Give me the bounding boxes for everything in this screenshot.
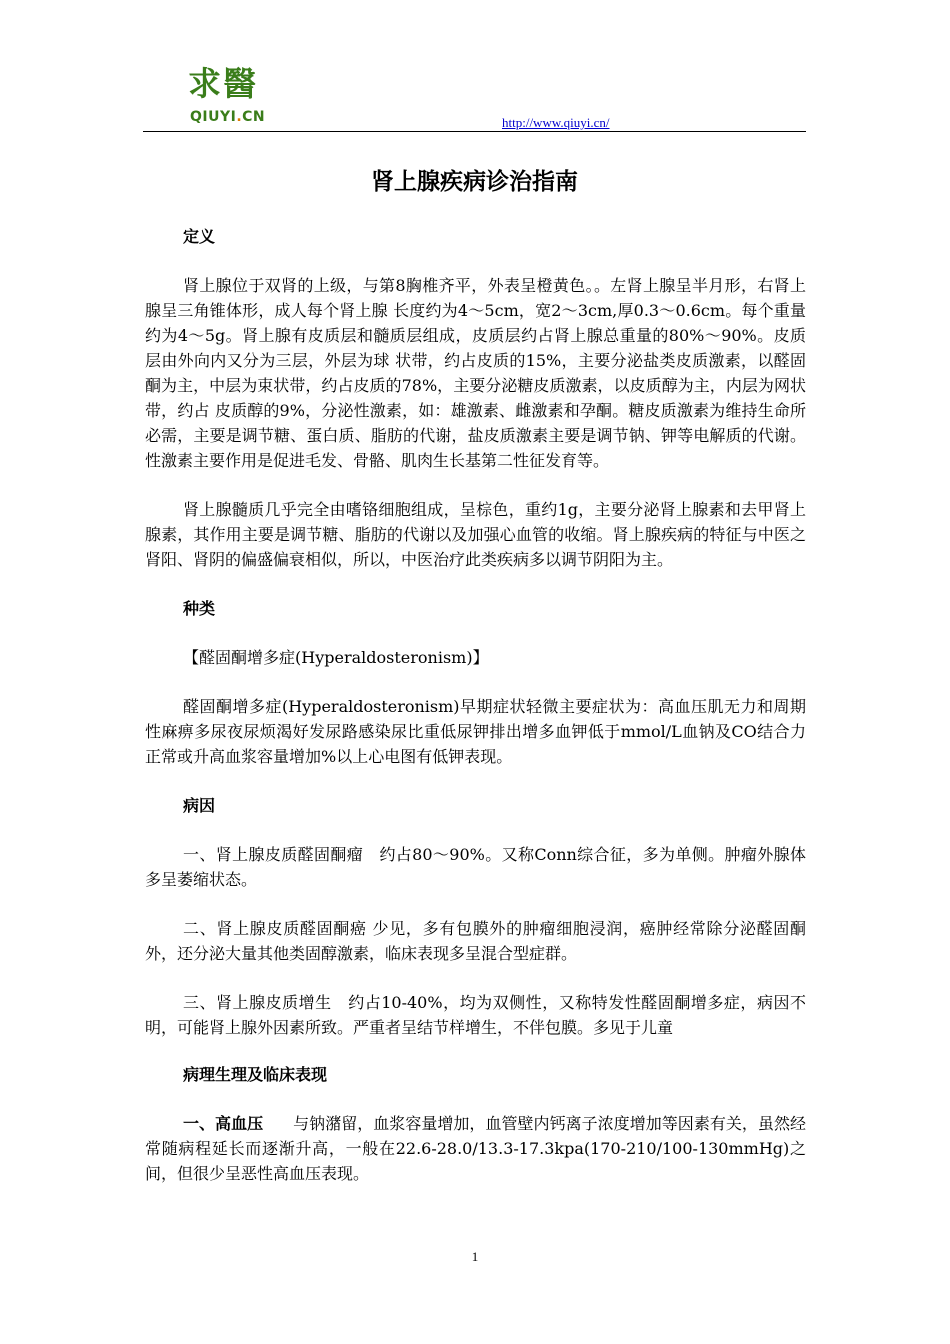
- logo-english-text: [190, 108, 265, 126]
- logo-en-dot: .: [236, 109, 243, 125]
- paragraph-types-1: 醛固酮增多症(Hyperaldosteronism)早期症状轻微主要症状为：高血压肌无力和周期性麻痹多尿夜尿烦渴好发尿路感染尿比重低尿钾排出增多血钾低于mmol/L血钠及CO结合力正常或升高血浆容量增加%以上心电图有低钾表现。: [145, 697, 806, 766]
- page-number: 1: [471, 1249, 479, 1264]
- heading-types: 种类: [183, 599, 216, 618]
- logo-chinese-text: 求醫: [188, 64, 258, 103]
- text-hypertension: 与钠潴留，血浆容量增加，血管壁内钙离子浓度增加等因素有关，虽然经常随病程延长而逐渐升高，一般在22.6-28.0/13.3-17.3kpa(170-210/100-130mmHg)之间，但很少呈恶性高血压表现。: [145, 1114, 806, 1183]
- header-url-link[interactable]: http://www.qiuyi.cn/: [502, 115, 610, 130]
- paragraph-cause-1: 一、肾上腺皮质醛固酮瘤 约占80～90%。又称Conn综合征，多为单侧。肿瘤外腺体多呈萎缩状态。: [145, 845, 806, 889]
- qiuyi-logo: [188, 64, 278, 132]
- paragraph-definition-2: 肾上腺髓质几乎完全由嗜铬细胞组成，呈棕色，重约1g，主要分泌肾上腺素和去甲肾上腺素，其作用主要是调节糖、脂肪的代谢以及加强心血管的收缩。肾上腺疾病的特征与中医之肾阳、肾阴的偏盛偏衰相似，所以，中医治疗此类疾病多以调节阴阳为主。: [145, 500, 806, 569]
- document-body: [145, 224, 806, 1210]
- paragraph-cause-3: 三、肾上腺皮质增生 约占10-40%，均为双侧性，又称特发性醛固酮增多症，病因不明，可能肾上腺外因素所致。严重者呈结节样增生，不伴包膜。多见于儿童: [145, 993, 806, 1037]
- paragraph-definition-1: 肾上腺位于双肾的上级，与第8胸椎齐平，外表呈橙黄色。。左肾上腺呈半月形，右肾上腺呈三角锥体形，成人每个肾上腺 长度约为4～5cm，宽2～3cm,厚0.3～0.6cm。每个重量约为4～5g。肾上腺有皮质层和髓质层组成，皮质层约占肾上腺总重量的80%～90%。皮质层由外向内又分为三层，外层为球 状带，约占皮质的15%，主要分泌盐类皮质激素，以醛固酮为主，中层为束状带，约占皮质的78%，主要分泌糖皮质激素，以皮质醇为主，内层为网状带，约占 皮质醇的9%，分泌性激素，如：雄激素、雌激素和孕酮。糖皮质激素为维持生命所必需，主要是调节糖、蛋白质、脂肪的代谢，盐皮质激素主要是调节钠、钾等电解质的代谢。性激素主要作用是促进毛发、骨骼、肌肉生长基第二性征发育等。: [145, 276, 806, 470]
- logo-en-left: QIUYI: [190, 109, 237, 125]
- page-title: 肾上腺疾病诊治指南: [371, 169, 578, 195]
- heading-cause: 病因: [183, 796, 216, 815]
- paragraph-cause-2: 二、肾上腺皮质醛固酮癌 少见，多有包膜外的肿瘤细胞浸润，癌肿经常除分泌醛固酮外，还分泌大量其他类固醇激素，临床表现多呈混合型症群。: [145, 919, 806, 963]
- subheading-hyperaldosteronism: 【醛固酮增多症(Hyperaldosteronism)】: [183, 648, 489, 667]
- lead-hypertension: 一、高血压: [183, 1114, 264, 1133]
- logo-en-right: CN: [242, 109, 266, 125]
- header-divider: [143, 131, 806, 132]
- heading-definition: 定义: [183, 227, 216, 246]
- paragraph-pathophysiology-1: [145, 1111, 806, 1186]
- heading-pathophysiology: 病理生理及临床表现: [183, 1065, 328, 1084]
